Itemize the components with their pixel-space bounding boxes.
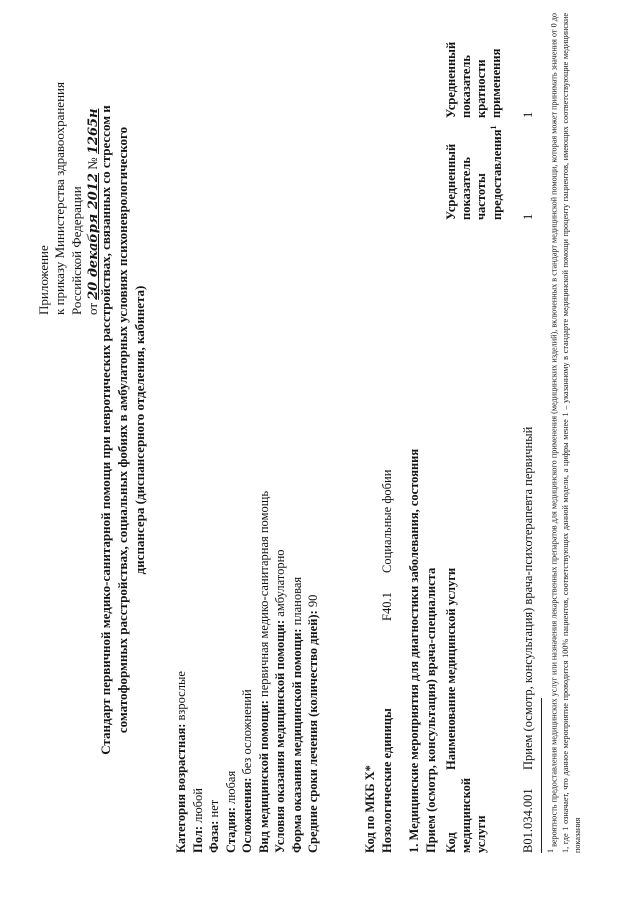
- icd-header: Код по МКБ Х*: [363, 765, 377, 853]
- param-stage: Стадия: любая: [223, 770, 238, 853]
- footnote-text: вероятность предоставления медицинских услуг или назначения лекарственных препаратов для медицинского применения (медицинских изделий), включенных в стандарт медицинской помощи, которая может принимать значения от 0 до 1, где 1 означает, что данное мероприятие проводится 100% пациентов, соответствующих данной модели, а цифры менее 1 – указанному в стандарте медицинской помощи проценту пациентов, имеющих соответствующие медицинские показания: [549, 12, 582, 853]
- param-phase: Фаза: нет: [207, 799, 221, 853]
- section-title: 1. Медицинские мероприятия для диагностики заболевания, состояния: [407, 448, 421, 853]
- table-row-frequency: 1: [521, 213, 535, 220]
- param-treatment-duration: Средние сроки лечения (количество дней): 90: [306, 594, 320, 853]
- param-care-form: Форма оказания медицинской помощи: плановая: [289, 576, 304, 853]
- appendix-from-label: от: [84, 302, 100, 315]
- icd-block: [362, 253, 395, 853]
- param-care-type: Вид медицинской помощи: первичная медико-санитарная помощь: [256, 490, 271, 853]
- footnote-ref: 1: [489, 125, 498, 130]
- header-multiplicity: Усредненный показатель кратности применения: [444, 41, 503, 118]
- number-sign: №: [84, 157, 100, 170]
- icd-label: Нозологические единицы: [379, 708, 394, 853]
- footnote-divider: [541, 698, 542, 853]
- header-name: Наименование медицинской услуги: [444, 567, 458, 770]
- icd-code: F40.1: [379, 592, 394, 621]
- appendix-header: [36, 15, 102, 315]
- appendix-order-line: к приказу Министерства здравоохранения: [52, 82, 68, 315]
- section-subtitle: Прием (осмотр, консультация) врача-специалиста: [423, 567, 438, 853]
- handwritten-date: 20 декабря 2012: [85, 173, 101, 300]
- standard-parameters: [173, 253, 322, 853]
- title-line-3: диспансера (диспансерного отделения, кабинета): [131, 285, 147, 575]
- document-title: [98, 50, 149, 810]
- footnote-marker: 1: [546, 849, 555, 853]
- param-complications: Осложнения: без осложнений: [240, 689, 254, 853]
- header-frequency: Усредненный показатель частоты предоставления$^1$: [444, 125, 505, 220]
- handwritten-number: 1265н: [85, 108, 101, 155]
- appendix-federation-line: Российской Федерации: [68, 186, 84, 315]
- table-row-name: Прием (осмотр, консультация) врача-психотерапевта первичный: [521, 426, 535, 770]
- table-row-code: B01.034.001: [521, 788, 535, 853]
- param-care-conditions: Условия оказания медицинской помощи: амбулаторно: [273, 549, 287, 853]
- appendix-title: Приложение: [36, 245, 51, 315]
- param-sex: Пол: любой: [190, 788, 205, 853]
- title-line-1: Стандарт первичной медико-санитарной помощи при невротических расстройствах, связанных со стрессом и: [98, 105, 113, 755]
- param-age: Категория возрастная: взрослые: [174, 671, 188, 853]
- icd-name: Социальные фобии: [379, 469, 394, 573]
- header-code: Код медицинской услуги: [444, 777, 488, 853]
- footnote: [545, 13, 583, 853]
- table-row-multiplicity: 1: [521, 111, 535, 118]
- title-line-2: соматоформных расстройствах, социальных фобиях в амбулаторных условиях психоневрологического: [114, 126, 130, 734]
- section-heading: [406, 333, 439, 853]
- icd-row: [379, 253, 396, 853]
